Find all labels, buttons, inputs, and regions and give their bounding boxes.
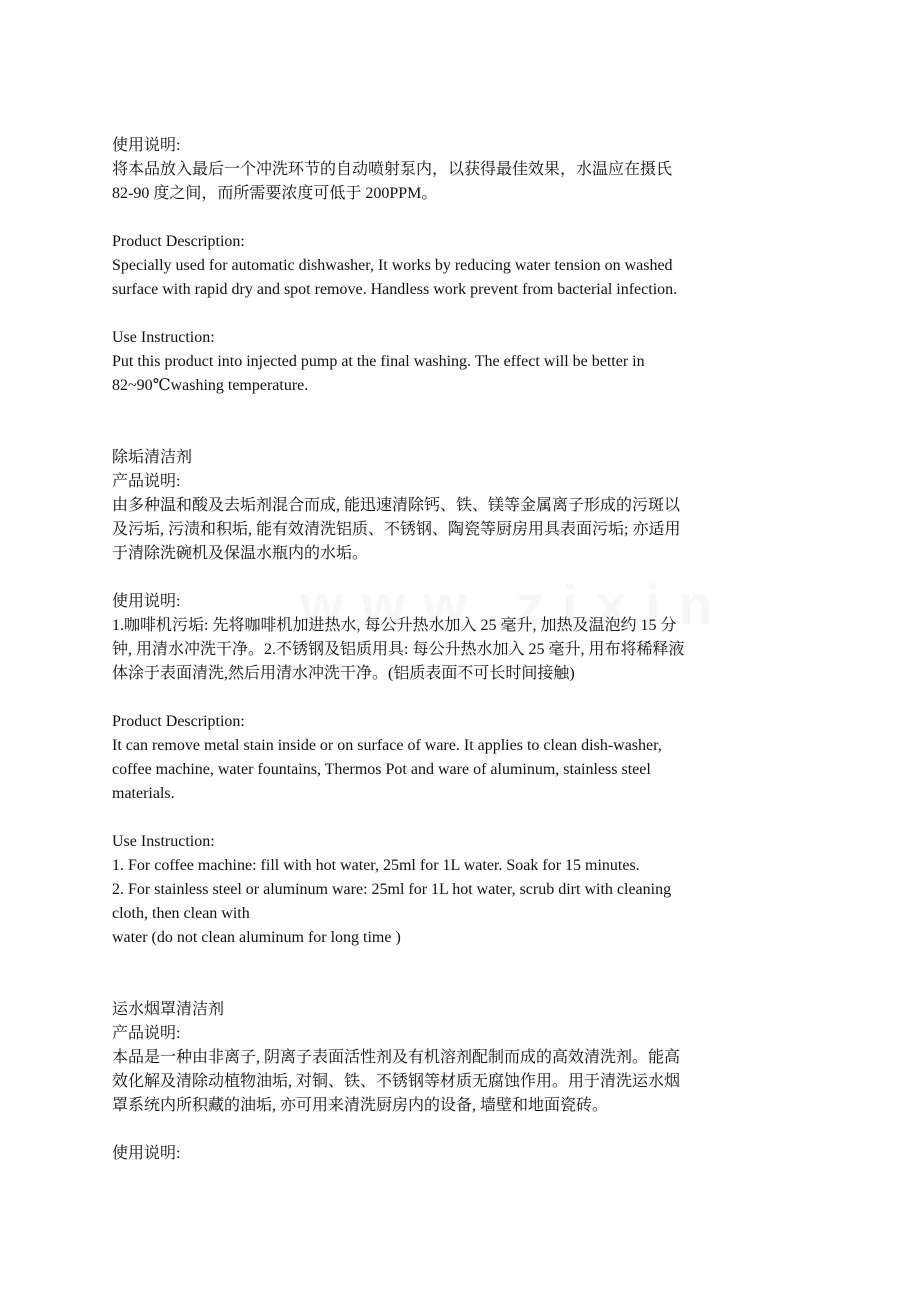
document-page [112, 134, 782, 1166]
spacer [112, 398, 782, 446]
use-instruction-heading: Use Instruction: [112, 833, 215, 850]
product-description-line: materials. [112, 785, 175, 802]
product-description-heading: Product Description: [112, 233, 245, 250]
use-instruction-line: water (do not clean aluminum for long time ) [112, 929, 401, 946]
usage-heading: 使用说明: [112, 1145, 181, 1162]
use-instruction-line: Put this product into injected pump at the final washing. The effect will be better in [112, 353, 645, 370]
product-text-line: 罩系统内所积藏的油垢, 亦可用来清洗厨房内的设备, 墙壁和地面瓷砖。 [112, 1097, 609, 1114]
spacer [112, 1118, 782, 1142]
section-title: 运水烟罩清洁剂 [112, 1001, 225, 1018]
product-description-line: It can remove metal stain inside or on surface of ware. It applies to clean dish-washer, [112, 737, 662, 754]
usage-text-line: 体涂于表面清洗,然后用清水冲洗干净。(铝质表面不可长时间接触) [112, 665, 575, 682]
product-heading: 产品说明: [112, 1025, 181, 1042]
product-heading: 产品说明: [112, 473, 181, 490]
section-title: 除垢清洁剂 [112, 449, 193, 466]
spacer [112, 806, 782, 830]
use-instruction-line: cloth, then clean with [112, 905, 250, 922]
usage-text-line: 钟, 用清水冲洗干净。2.不锈钢及铝质用具: 每公升热水加入 25 毫升, 用布将稀释液 [112, 641, 685, 658]
product-text-line: 效化解及清除动植物油垢, 对铜、铁、不锈钢等材质无腐蚀作用。用于清洗运水烟 [112, 1073, 681, 1090]
product-text-line: 及污垢, 污渍和积垢, 能有效清洗铝质、不锈钢、陶瓷等厨房用具表面污垢; 亦适用 [112, 521, 681, 538]
spacer [112, 686, 782, 710]
spacer [112, 302, 782, 326]
product-description-line: surface with rapid dry and spot remove. Handless work prevent from bacterial infection. [112, 281, 678, 298]
usage-heading: 使用说明: [112, 137, 181, 154]
usage-text-line: 将本品放入最后一个冲洗环节的自动喷射泵内，以获得最佳效果，水温应在摄氏 [112, 161, 673, 178]
product-text-line: 于清除洗碗机及保温水瓶内的水垢。 [112, 545, 369, 562]
product-description-line: Specially used for automatic dishwasher, It works by reducing water tension on washed [112, 257, 673, 274]
spacer [112, 566, 782, 590]
use-instruction-line: 2. For stainless steel or aluminum ware: 25ml for 1L hot water, scrub dirt with cleaning [112, 881, 672, 898]
product-description-heading: Product Description: [112, 713, 245, 730]
use-instruction-heading: Use Instruction: [112, 329, 215, 346]
product-text-line: 本品是一种由非离子, 阴离子表面活性剂及有机溶剂配制而成的高效清洗剂。能高 [112, 1049, 681, 1066]
use-instruction-line: 1. For coffee machine: fill with hot water, 25ml for 1L water. Soak for 15 minutes. [112, 857, 640, 874]
product-text-line: 由多种温和酸及去垢剂混合而成, 能迅速清除钙、铁、镁等金属离子形成的污斑以 [112, 497, 681, 514]
product-description-line: coffee machine, water fountains, Thermos Pot and ware of aluminum, stainless steel [112, 761, 651, 778]
spacer [112, 950, 782, 998]
usage-text-line: 82-90 度之间，而所需要浓度可低于 200PPM。 [112, 185, 438, 202]
usage-text-line: 1.咖啡机污垢: 先将咖啡机加进热水, 每公升热水加入 25 毫升, 加热及温泡约 15 分 [112, 617, 677, 634]
usage-heading: 使用说明: [112, 593, 181, 610]
spacer [112, 206, 782, 230]
use-instruction-line: 82~90℃washing temperature. [112, 377, 309, 394]
